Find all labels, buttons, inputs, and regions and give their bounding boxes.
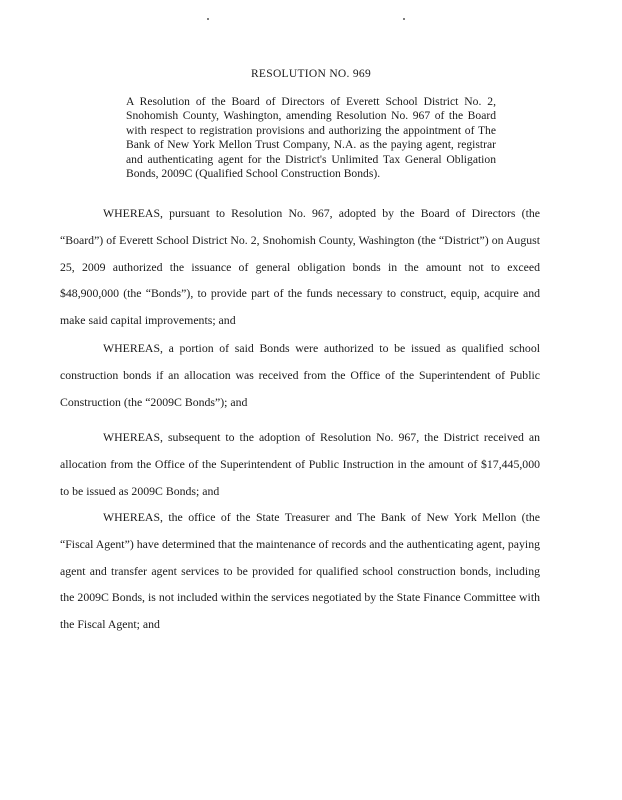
scan-speck xyxy=(403,18,405,20)
whereas-paragraph-4: WHEREAS, the office of the State Treasurer and The Bank of New York Mellon (the “Fiscal Agent”) have determined that the maintenance of records and the authenticating agent, paying agent and transfer agent services to be provided for qualified school construction bonds, including the 2009C Bonds, is not included within the services negotiated by the State Finance Committee with the Fiscal Agent; and xyxy=(60,510,540,632)
whereas-paragraph-3: WHEREAS, subsequent to the adoption of Resolution No. 967, the District received an allocation from the Office of the Superintendent of Public Instruction in the amount of $17,445,000 to be issued as 2009C Bonds; and xyxy=(60,430,540,498)
whereas-paragraph-1: WHEREAS, pursuant to Resolution No. 967, adopted by the Board of Directors (the “Board”) of Everett School District No. 2, Snohomish County, Washington (the “District”) on August 25, 2009 authorized the issuance of general obligation bonds in the amount not to exceed $48,900,000 (the “Bonds”), to provide part of the funds necessary to construct, equip, acquire and make said capital improvements; and xyxy=(60,206,540,328)
scan-speck xyxy=(207,18,209,20)
resolution-summary: A Resolution of the Board of Directors of Everett School District No. 2, Snohomish County, Washington, amending Resolution No. 967 of the Board with respect to registration provisions and authorizing the appointment of The Bank of New York Mellon Trust Company, N.A. as the paying agent, registrar and authenticating agent for the District's Unlimited Tax General Obligation Bonds, 2009C (Qualified School Construction Bonds). xyxy=(126,95,496,181)
whereas-paragraph-2: WHEREAS, a portion of said Bonds were authorized to be issued as qualified school construction bonds if an allocation was received from the Office of the Superintendent of Public Construction (the “2009C Bonds”); and xyxy=(60,341,540,409)
resolution-title: RESOLUTION NO. 969 xyxy=(250,68,372,80)
